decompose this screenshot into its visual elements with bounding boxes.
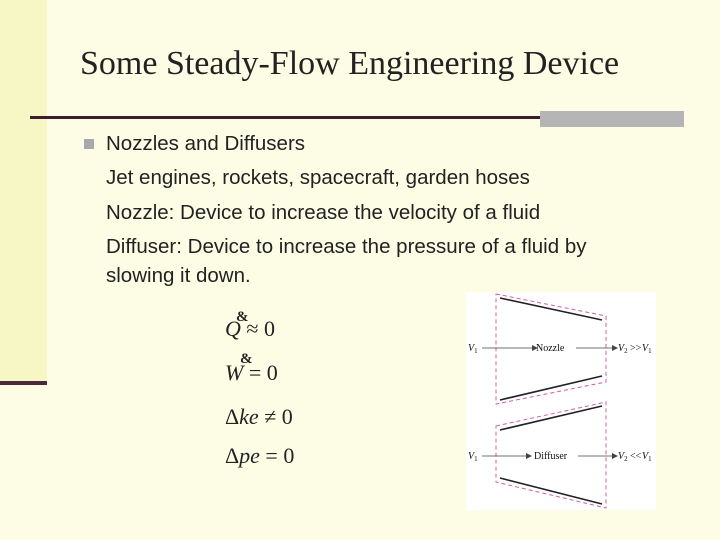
equation-heat: Q ≈ 0 — [225, 316, 275, 341]
diffuser-lower-wall — [500, 478, 602, 504]
nozzle-diffuser-diagram — [466, 292, 656, 510]
diffuser-v1-label: $V_1$ — [468, 451, 478, 463]
rate-dot-icon: & — [236, 309, 249, 325]
rate-dot-icon: & — [240, 351, 253, 367]
bullet-text-line: Diffuser: Device to increase the pressure of a fluid by — [106, 235, 587, 258]
bullet-text-line: Jet engines, rockets, spacecraft, garden hoses — [106, 166, 530, 189]
nozzle-compare-symbol: >> — [630, 343, 642, 354]
equation-work: W = 0 — [225, 360, 278, 385]
left-accent-bar-foot — [0, 381, 47, 385]
slide-title: Some Steady-Flow Engineering Device — [80, 45, 620, 82]
bullet-heading: Nozzles and Diffusers — [106, 132, 306, 155]
equation-work-rhs: = 0 — [248, 360, 278, 385]
diffuser-upper-wall — [500, 406, 602, 430]
equation-potential-rhs: = 0 — [265, 443, 295, 468]
bullet-square-icon — [84, 139, 94, 149]
nozzle-v1-label: $V_1$ — [468, 343, 478, 355]
equation-heat-rhs: ≈ 0 — [246, 316, 275, 341]
left-accent-bar — [0, 0, 47, 384]
diffuser-v2-label: $V_2$ — [618, 451, 628, 463]
nozzle-lower-wall — [500, 376, 602, 400]
nozzle-label: Nozzle — [536, 343, 565, 354]
diffuser-v1-compare: $V_1$ — [642, 451, 652, 463]
bullet-text-line: slowing it down. — [106, 264, 251, 287]
nozzle-v1-compare: $V_1$ — [642, 343, 652, 355]
nozzle-upper-wall — [500, 298, 602, 320]
arrow-head-icon — [526, 453, 532, 459]
diffuser-compare-symbol: << — [630, 451, 642, 462]
equation-kinetic-rhs: ≠ 0 — [264, 404, 293, 429]
title-underline-block — [540, 111, 684, 127]
nozzle-v2-label: $V_2$ — [618, 343, 628, 355]
nozzle-diffuser-figure — [466, 292, 656, 510]
equation-potential: Δpe = 0 — [225, 443, 295, 468]
equation-kinetic: Δke ≠ 0 — [225, 404, 293, 429]
title-underline — [30, 116, 540, 119]
diffuser-label: Diffuser — [534, 451, 568, 462]
bullet-text-line: Nozzle: Device to increase the velocity of a fluid — [106, 201, 541, 224]
